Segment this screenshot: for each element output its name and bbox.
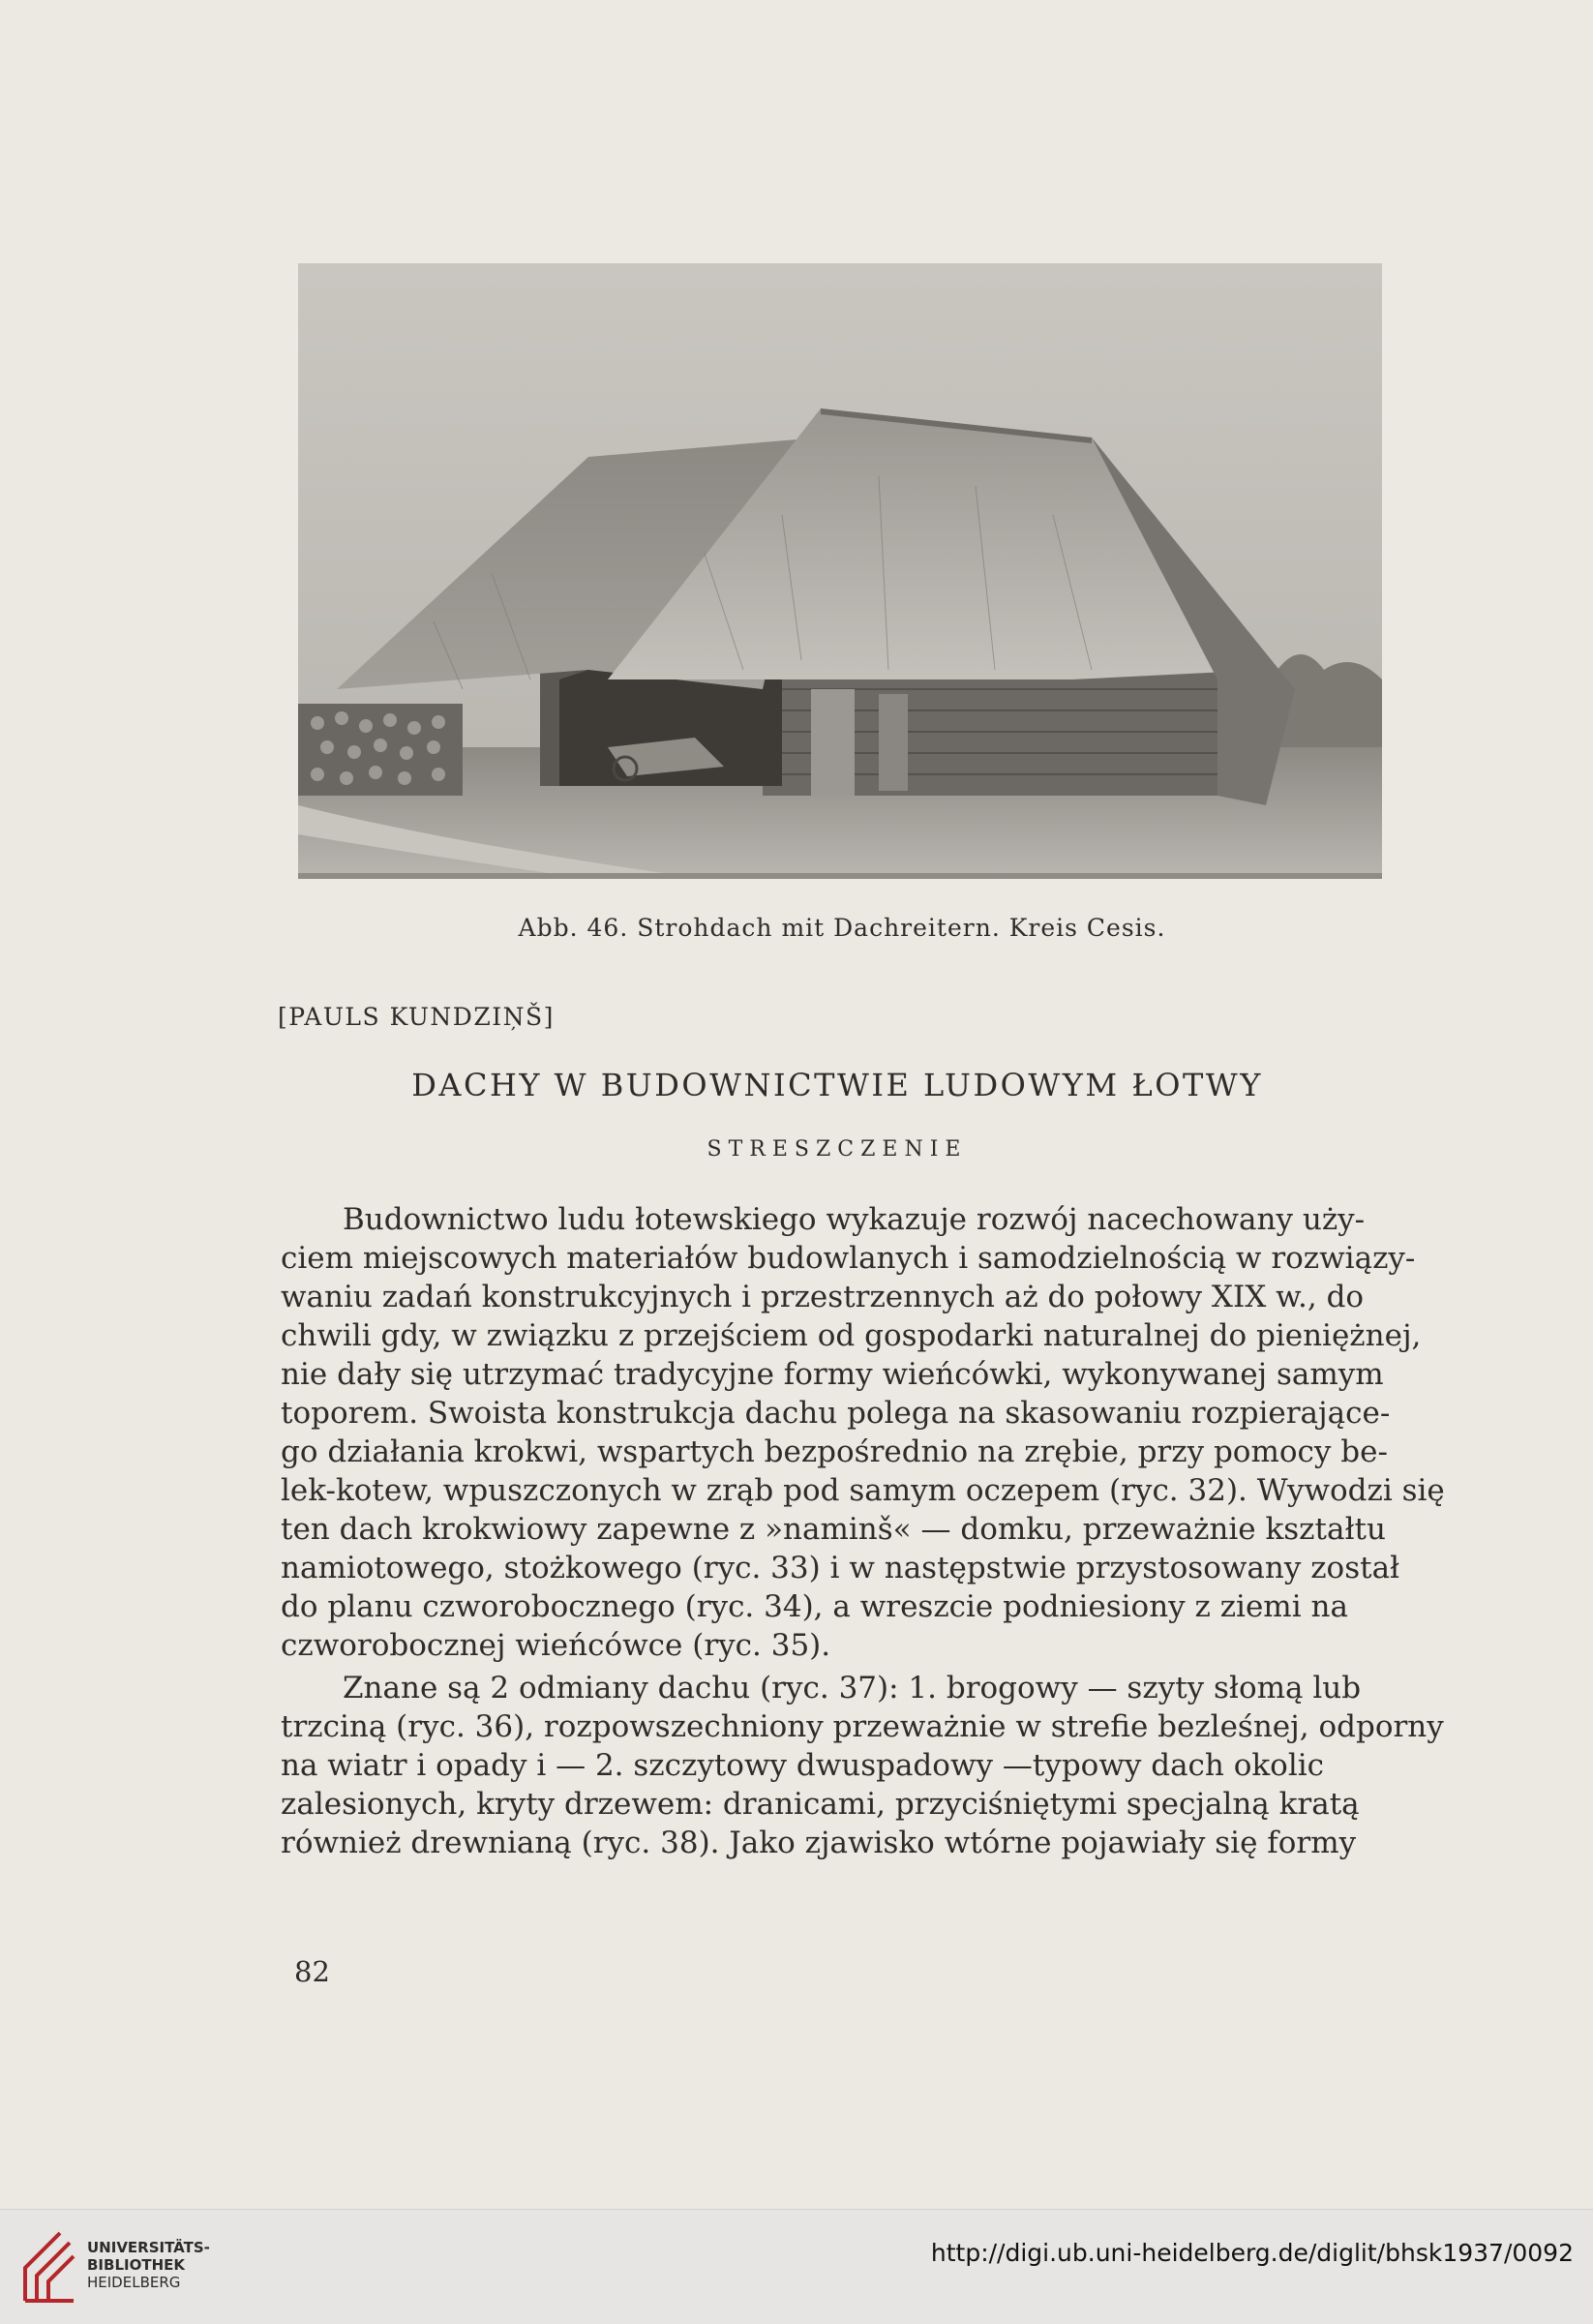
article-author: [PAULS KUNDZIŅŠ] xyxy=(278,1003,555,1031)
logo-line-1: UNIVERSITÄTS- xyxy=(87,2239,210,2256)
body-line: waniu zadań konstrukcyjnych i przestrzennych aż do połowy XIX w., do xyxy=(281,1280,1365,1314)
page-number: 82 xyxy=(294,1955,330,1988)
body-line: Budownictwo ludu łotewskiego wykazuje rozwój nacechowany uży- xyxy=(343,1202,1366,1237)
body-line: namiotowego, stożkowego (ryc. 33) i w następstwie przystosowany został xyxy=(281,1551,1400,1585)
body-line: toporem. Swoista konstrukcja dachu polega na skasowaniu rozpierające- xyxy=(281,1396,1391,1431)
barn-photo-illustration xyxy=(298,263,1382,879)
body-line: czworobocznej wieńcówce (ryc. 35). xyxy=(281,1628,831,1663)
body-line: zalesionych, kryty drzewem: dranicami, przyciśniętymi specjalną kratą xyxy=(281,1787,1360,1822)
article-title: DACHY W BUDOWNICTWIE LUDOWYM ŁOTWY xyxy=(411,1067,1263,1103)
library-footer xyxy=(0,2209,1593,2324)
logo-line-2: BIBLIOTHEK xyxy=(87,2256,185,2274)
article-subtitle: STRESZCZENIE xyxy=(706,1137,968,1162)
body-line: trzciną (ryc. 36), rozpowszechniony przeważnie w strefie bezleśnej, odporny xyxy=(281,1709,1444,1744)
body-line: nie dały się utrzymać tradycyjne formy wieńcówki, wykonywanej samym xyxy=(281,1357,1384,1392)
body-line: go działania krokwi, wspartych bezpośrednio na zrębie, przy pomocy be- xyxy=(281,1434,1388,1469)
permalink-url[interactable]: http://digi.ub.uni-heidelberg.de/diglit/bhsk1937/0092 xyxy=(930,2239,1574,2267)
body-line: na wiatr i opady i — 2. szczytowy dwuspadowy —typowy dach okolic xyxy=(281,1748,1325,1783)
logo-line-3: HEIDELBERG xyxy=(87,2274,181,2291)
body-line: ciem miejscowych materiałów budowlanych i samodzielnością w rozwiązy- xyxy=(281,1241,1416,1276)
figure-caption: Abb. 46. Strohdach mit Dachreitern. Kreis Cesis. xyxy=(518,914,1166,942)
figure-photo-thatched-barn xyxy=(298,263,1382,879)
body-line: lek-kotew, wpuszczonych w zrąb pod samym oczepem (ryc. 32). Wywodzi się xyxy=(281,1473,1445,1508)
university-library-logo-icon[interactable] xyxy=(17,2227,77,2307)
body-line: ten dach krokwiowy zapewne z »naminš« — domku, przeważnie kształtu xyxy=(281,1512,1386,1547)
university-library-name[interactable] xyxy=(87,2239,210,2291)
body-line: chwili gdy, w związku z przejściem od gospodarki naturalnej do pieniężnej, xyxy=(281,1318,1422,1353)
body-line: również drewnianą (ryc. 38). Jako zjawisko wtórne pojawiały się formy xyxy=(281,1826,1357,1860)
body-line: do planu czworobocznego (ryc. 34), a wreszcie podniesiony z ziemi na xyxy=(281,1589,1348,1624)
body-line: Znane są 2 odmiany dachu (ryc. 37): 1. brogowy — szyty słomą lub xyxy=(343,1671,1362,1705)
